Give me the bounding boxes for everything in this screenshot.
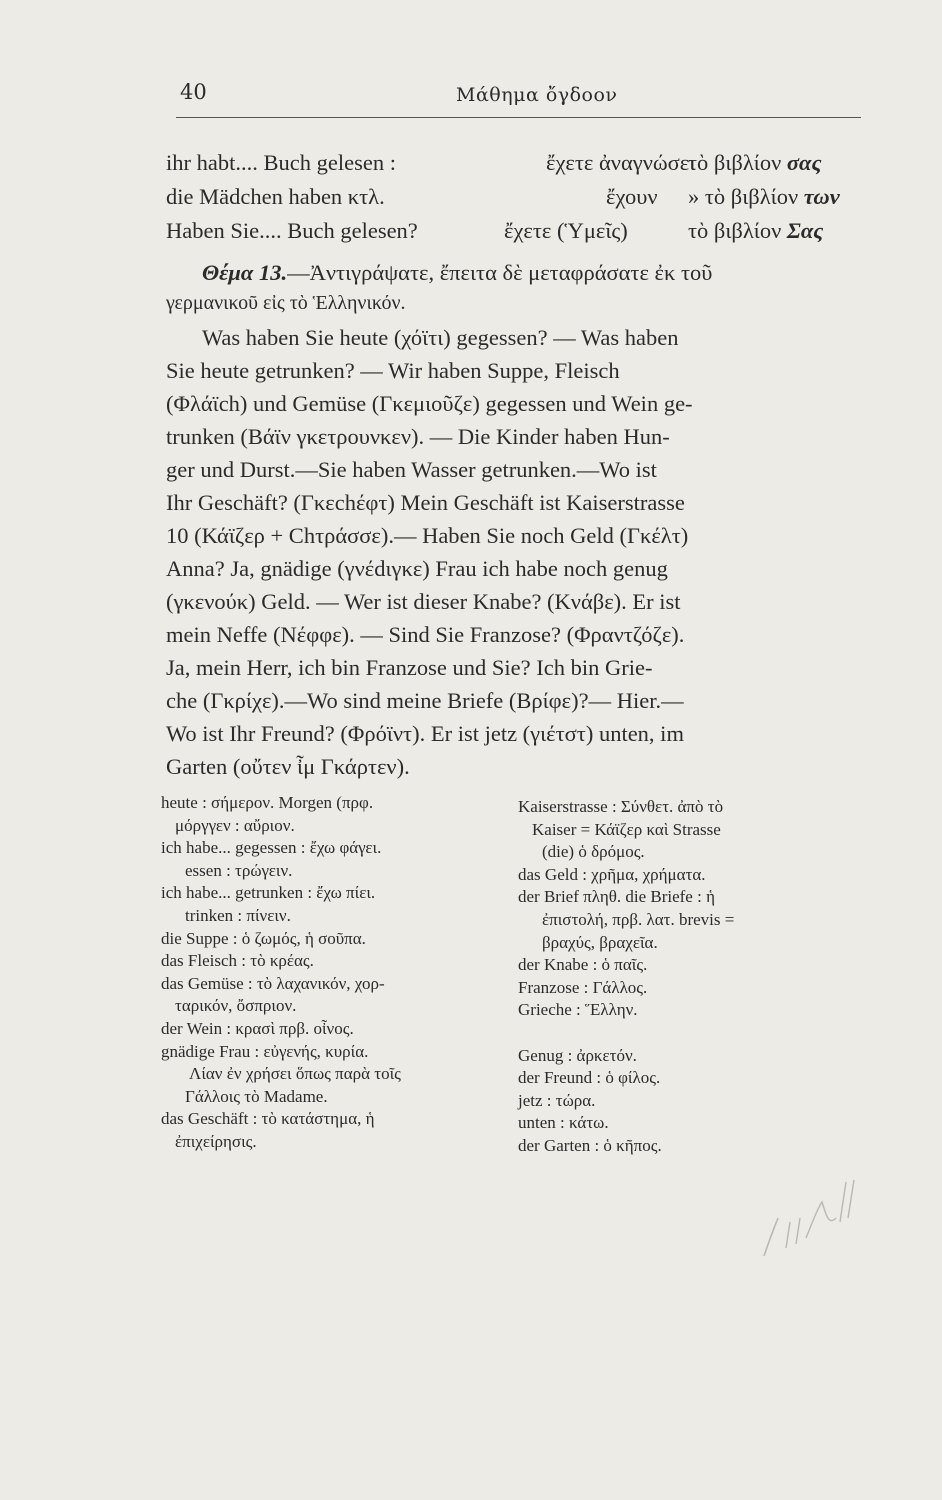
exercise-line: Ja, mein Herr, ich bin Franzose und Sie? Ich bin Grie- (166, 655, 653, 680)
exercise-line: Anna? Ja, gnädige (γνέdιγκε) Frau ich habe noch genug (166, 556, 668, 581)
exercise-line: ger und Durst.—Sie haben Wasser getrunken.—Wo ist (166, 457, 657, 482)
glossary-entry: das Geld : χρῆμα, χρήματα. (518, 864, 706, 884)
glossary-entry: Franzose : Γάλλος. (518, 977, 648, 997)
glossary-entry: Kaiserstrasse : Σύνθετ. ἀπὸ τὸ (518, 797, 724, 816)
exercise-line: Wo ist Ihr Freund? (Φρόϊντ). Er ist jetz (γιέτστ) unten, im (166, 721, 684, 746)
example-row (166, 218, 862, 248)
theme-instruction-cont: γερμανικοῦ εἰς τὸ Ἑλληνικόν. (166, 292, 406, 314)
glossary-entry: jetz : τώρα. (518, 1090, 596, 1110)
exercise-line: Sie heute getrunken? — Wir haben Suppe, Fleisch (166, 358, 620, 383)
glossary-entry: ich habe... gegessen : ἔχω φάγει. (161, 838, 382, 858)
example-possessive: σας (786, 150, 822, 175)
exercise-line: (γκενούκ) Geld. — Wer ist dieser Knabe? (Κνάβε). Er ist (166, 589, 681, 614)
glossary-entry: μόργγεν : αὔριον. (175, 815, 295, 835)
glossary-entry: ταρικόν, ὄσπριον. (175, 996, 297, 1016)
exercise-line: 10 (Κάϊζερ + Chτράσσε).— Haben Sie noch Geld (Γκέλτ) (166, 523, 689, 548)
theme-heading (202, 258, 862, 288)
glossary-entry: gnädige Frau : εὐγενής, κυρία. (161, 1041, 369, 1061)
glossary-entry: Λίαν ἐν χρήσει ὅπως παρὰ τοῖς (189, 1064, 401, 1084)
theme-instruction: —Ἀντιγράψατε, ἔπειτα δὲ μεταφράσατε ἐκ τοῦ (287, 260, 713, 285)
glossary-entry: der Freund : ὁ φίλος. (518, 1068, 661, 1088)
glossary-entry: das Gemüse : τὸ λαχανικόν, χορ- (161, 973, 385, 993)
glossary-entry: der Garten : ὁ κῆπος. (518, 1135, 662, 1155)
glossary-entry: der Brief πληθ. die Briefe : ἡ (518, 887, 715, 907)
page-header (176, 80, 856, 112)
example-german: Haben Sie.... Buch gelesen? (166, 218, 418, 243)
example-greek: ἔχουν (606, 184, 658, 209)
example-possessive: Σας (786, 218, 824, 243)
exercise-line: mein Neffe (Νέφφε). — Sind Sie Franzose? (Φραντζόζε). (166, 622, 685, 647)
glossary-entry: Genug : ἀρκετόν. (518, 1045, 637, 1065)
glossary-entry: (die) ὁ δρόμος. (542, 842, 645, 862)
glossary-entry: das Fleisch : τὸ κρέας. (161, 951, 314, 971)
glossary-entry: Grieche : Ἕλλην. (518, 1000, 638, 1020)
example-german: die Mädchen haben κτλ. (166, 184, 385, 209)
glossary-entry: Kaiser = Κάϊζερ καὶ Strasse (532, 819, 721, 839)
glossary-entry: die Suppe : ὁ ζωμός, ἡ σοῦπα. (161, 928, 366, 948)
glossary-entry: heute : σήμερον. Morgen (πρφ. (161, 793, 374, 812)
header-rule (176, 117, 861, 118)
example-greek: ἔχετε (Ὑμεῖς) (504, 218, 628, 243)
glossary-entry: essen : τρώγειν. (185, 860, 293, 880)
exercise-line: Garten (οὔτεν ἶμ Γκάρτεν). (166, 754, 410, 779)
example-article: » τὸ βιβλίον των (688, 184, 840, 209)
page-number: 40 (180, 80, 207, 104)
example-row (166, 184, 862, 214)
example-article: τὸ βιβλίον σας (688, 150, 822, 175)
glossary-entry: ich habe... getrunken : ἔχω πίει. (161, 883, 376, 903)
glossary-entry: ἐπιχείρησις. (175, 1131, 257, 1151)
glossary-entry: unten : κάτω. (518, 1113, 609, 1133)
glossary-entry: der Wein : κρασὶ πρβ. οἶνος. (161, 1018, 354, 1038)
glossary-entry: das Geschäft : τὸ κατάστημα, ἡ (161, 1109, 375, 1129)
exercise-line: Was haben Sie heute (χόϊτι) gegessen? — Was haben (202, 325, 679, 350)
glossary-entry: trinken : πίνειν. (185, 905, 291, 925)
running-head: Μάθημα ὄγδοον (456, 84, 618, 106)
example-possessive: των (803, 184, 840, 209)
glossary-spacer (518, 1022, 858, 1045)
example-greek: ἔχετε ἀναγνώσει (546, 150, 696, 175)
example-row (166, 150, 862, 180)
glossary-left-column (161, 792, 516, 1154)
glossary-entry: der Knabe : ὁ παῖς. (518, 955, 648, 975)
exercise-line: Ihr Geschäft? (Γκεchέφτ) Mein Geschäft ist Kaiserstrasse (166, 490, 685, 515)
exercise-line: che (Γκρίχε).—Wo sind meine Briefe (Βρίφε)?— Hier.— (166, 688, 684, 713)
example-article: τὸ βιβλίον Σας (688, 218, 824, 243)
exercise-line: trunken (Βάϊν γκετρουνκεν). — Die Kinder haben Hun- (166, 424, 670, 449)
example-german: ihr habt.... Buch gelesen : (166, 150, 396, 175)
glossary-right-column (518, 796, 858, 1158)
glossary-entry: ἐπιστολή, πρβ. λατ. brevis = (542, 909, 735, 929)
pencil-annotation (756, 1178, 866, 1268)
glossary-entry: Γάλλοις τὸ Madame. (185, 1086, 328, 1106)
theme-label: Θέμα 13. (202, 260, 288, 285)
glossary-entry: βραχύς, βραχεῖα. (542, 932, 658, 952)
exercise-line: (Φλάϊch) und Gemüse (Γκεμιοῦζε) gegessen und Wein ge- (166, 391, 693, 416)
